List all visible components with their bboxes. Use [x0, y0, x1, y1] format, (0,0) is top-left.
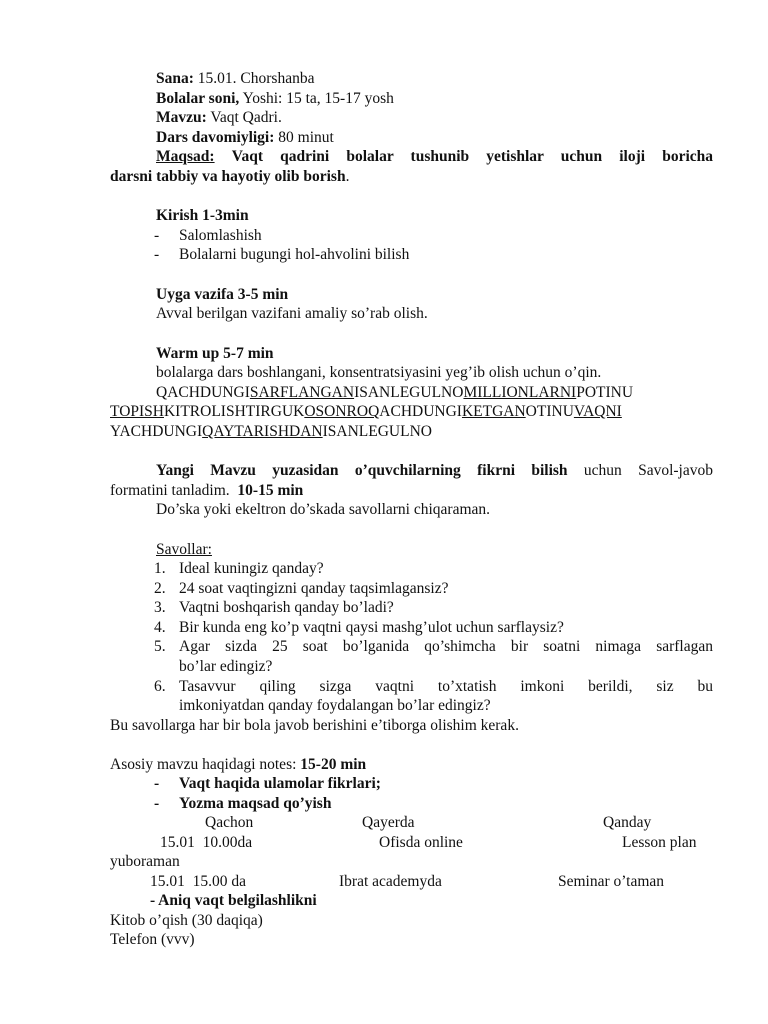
goal-line-2: darsni tabbiy va hayotiy olib borish. — [110, 168, 350, 185]
question-item-continuation: imkoniyatdan qanday foydalangan bo’lar edingiz? — [179, 697, 491, 714]
row-1-how-continuation: yuboraman — [110, 853, 180, 870]
row-1-how: Lesson plan — [622, 834, 697, 851]
homework-text: Avval berilgan vazifani amaliy so’rab olish. — [156, 305, 428, 322]
word-puzzle-line-1: QACHDUNGISARFLANGANISANLEGULNOMILLIONLARNIPOTINU — [156, 384, 634, 401]
row-1-where: Ofisda online — [379, 834, 463, 851]
goal-text-2: darsni tabbiy va hayotiy olib borish — [110, 168, 346, 185]
homework-title: Uyga vazifa 3-5 min — [156, 286, 289, 303]
column-header-how: Qanday — [603, 814, 652, 831]
topic-value: Vaqt Qadri. — [206, 109, 282, 126]
date-value: 15.01. Chorshanba — [193, 70, 315, 87]
duration-line — [156, 128, 334, 148]
children-count-line — [156, 89, 394, 109]
list-item: - Vaqt haqida ulamolar fikrlari; — [154, 775, 381, 792]
topic-label: Mavzu: — [156, 109, 207, 126]
question-item: 4. Bir kunda eng ko’p vaqtni qaysi mashg’ulot uchun sarflaysiz? — [154, 619, 564, 636]
word-puzzle-line-3: YACHDUNGIQAYTARISHDANISANLEGULNO — [110, 423, 432, 440]
goal-line-1 — [156, 147, 713, 167]
date-line — [156, 69, 314, 89]
list-item: - Bolalarni bugungi hol-ahvolini bilish — [154, 246, 410, 263]
row-2-how: Seminar o’taman — [558, 873, 665, 890]
row-1-when: 15.01 10.00da — [160, 834, 253, 851]
new-topic-line-2: formatini tanladim. 10-15 min — [110, 482, 304, 499]
warmup-intro: bolalarga dars boshlangani, konsentratsiyasini yeg’ib olish uchun o’qin. — [156, 364, 602, 381]
new-topic-line-3: Do’ska yoki ekeltron do’skada savollarni chiqaraman. — [156, 501, 491, 518]
goal-label: Maqsad: — [156, 148, 215, 165]
phone-note: Telefon (vvv) — [110, 931, 195, 948]
questions-footer: Bu savollarga har bir bola javob berishini e’tiborga olishim kerak. — [110, 717, 519, 734]
topic-line — [156, 108, 282, 128]
date-label: Sana: — [156, 70, 194, 87]
intro-title: Kirish 1-3min — [156, 207, 249, 224]
list-item: - Salomlashish — [154, 227, 262, 244]
children-count-value: Yoshi: 15 ta, 15-17 yosh — [239, 90, 394, 107]
new-topic-line-1: Yangi Mavzu yuzasidan o’quvchilarning fikrni bilish uchun Savol-javob — [156, 462, 713, 479]
questions-title: Savollar: — [156, 541, 212, 558]
main-topic-line: Asosiy mavzu haqidagi notes: 15-20 min — [110, 756, 367, 773]
list-item: - Yozma maqsad qo’yish — [154, 795, 332, 812]
column-header-where: Qayerda — [362, 814, 415, 831]
question-item: 3. Vaqtni boshqarish qanday bo’ladi? — [154, 599, 394, 616]
word-puzzle-line-2: TOPISHKITROLISHTIRGUKOSONROQACHDUNGIKETGANOTINUVAQNI — [110, 403, 622, 420]
duration-value: 80 minut — [274, 129, 334, 146]
question-item-continuation: bo’lar edingiz? — [179, 658, 273, 675]
new-topic-time: 10-15 min — [237, 482, 304, 499]
main-topic-time: 15-20 min — [300, 756, 367, 773]
goal-text-1: Vaqt qadrini bolalar tushunib yetishlar uchun iloji boricha — [231, 148, 714, 165]
question-item: 5. Agar sizda 25 soat bo’lganida qo’shimcha bir soatni nimaga sarflagan — [154, 638, 713, 655]
children-count-label: Bolalar soni, — [156, 90, 240, 107]
reading-note: Kitob o’qish (30 daqiqa) — [110, 912, 263, 929]
warmup-title: Warm up 5-7 min — [156, 345, 274, 362]
question-item: 6. Tasavvur qiling sizga vaqtni to’xtatish imkoni berildi, siz bu — [154, 678, 713, 695]
question-item: 1. Ideal kuningiz qanday? — [154, 560, 324, 577]
row-2-where: Ibrat academyda — [339, 873, 442, 890]
row-2-when: 15.01 15.00 da — [150, 873, 247, 890]
exact-time-heading: - Aniq vaqt belgilashlikni — [150, 892, 317, 909]
new-topic-title: Yangi Mavzu yuzasidan o’quvchilarning fikrni bilish — [156, 462, 568, 479]
column-header-when: Qachon — [205, 814, 254, 831]
duration-label: Dars davomiyligi: — [156, 129, 275, 146]
question-item: 2. 24 soat vaqtingizni qanday taqsimlagansiz? — [154, 580, 449, 597]
